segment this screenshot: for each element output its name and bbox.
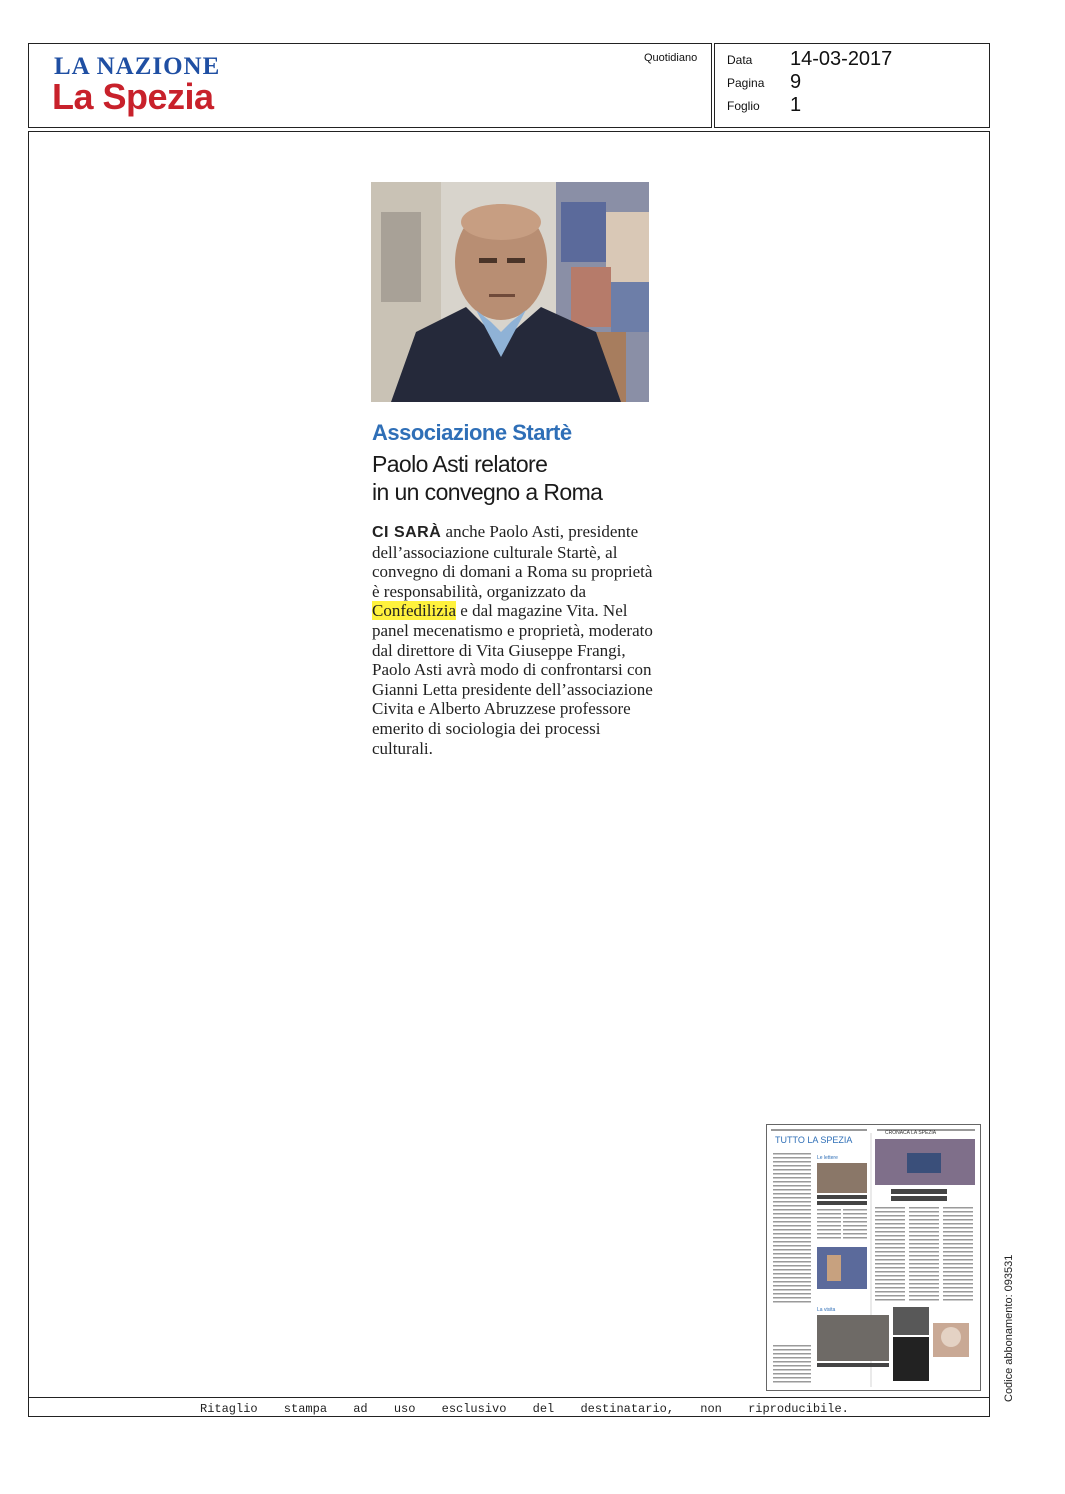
headline-line-2: in un convegno a Roma	[372, 479, 603, 505]
article-lead: CI SARÀ	[372, 524, 442, 541]
subscription-code: Codice abbonamento: 093531	[1003, 1254, 1015, 1402]
thumbnail-visita-label: La visita	[817, 1307, 836, 1313]
highlighted-term: Confedilizia	[372, 601, 457, 621]
page-thumbnail	[766, 1124, 981, 1391]
article-kicker: Associazione Startè	[372, 420, 572, 445]
article-body-text-2: e dal magazine Vita. Nel panel mecenatismo e proprietà, moderato dal direttore di Vita Giuseppe Frangi, Paolo Asti avrà modo di confrontarsi con Gianni Letta presidente dell’associazione Civita e Alberto Abruzzese professore emerito di sociologia dei processi culturali.	[372, 601, 653, 758]
thumbnail-section: CRONACA LA SPEZIA	[885, 1130, 937, 1136]
meta-date-label: Data	[727, 53, 753, 67]
article-headline	[372, 450, 652, 506]
meta-sheet-value: 1	[790, 94, 802, 116]
thumbnail-masthead: TUTTO LA SPEZIA	[775, 1135, 853, 1145]
headline-line-1: Paolo Asti relatore	[372, 451, 548, 477]
newspaper-logo-edition: La Spezia	[52, 76, 214, 117]
meta-page-label: Pagina	[727, 76, 765, 90]
meta-sheet-label: Foglio	[727, 99, 760, 113]
article-body-text-1: anche Paolo Asti, presidente dell’associazione culturale Startè, al convegno di domani a Roma su proprietà è responsabilità, organizzato da	[372, 522, 653, 601]
meta-page-value: 9	[790, 71, 802, 93]
periodicity-label: Quotidiano	[644, 52, 698, 64]
newspaper-logo-title: LA NAZIONE	[54, 53, 221, 80]
footer-notice: Ritaglio stampa ad uso esclusivo del destinatario, non riproducibile.	[200, 1402, 849, 1416]
thumbnail-lettere-label: Le lettere	[817, 1155, 838, 1161]
meta-date-value: 14-03-2017	[790, 48, 893, 70]
portrait-photo	[371, 182, 649, 402]
footer-divider	[28, 1397, 990, 1398]
article-body	[372, 522, 662, 758]
